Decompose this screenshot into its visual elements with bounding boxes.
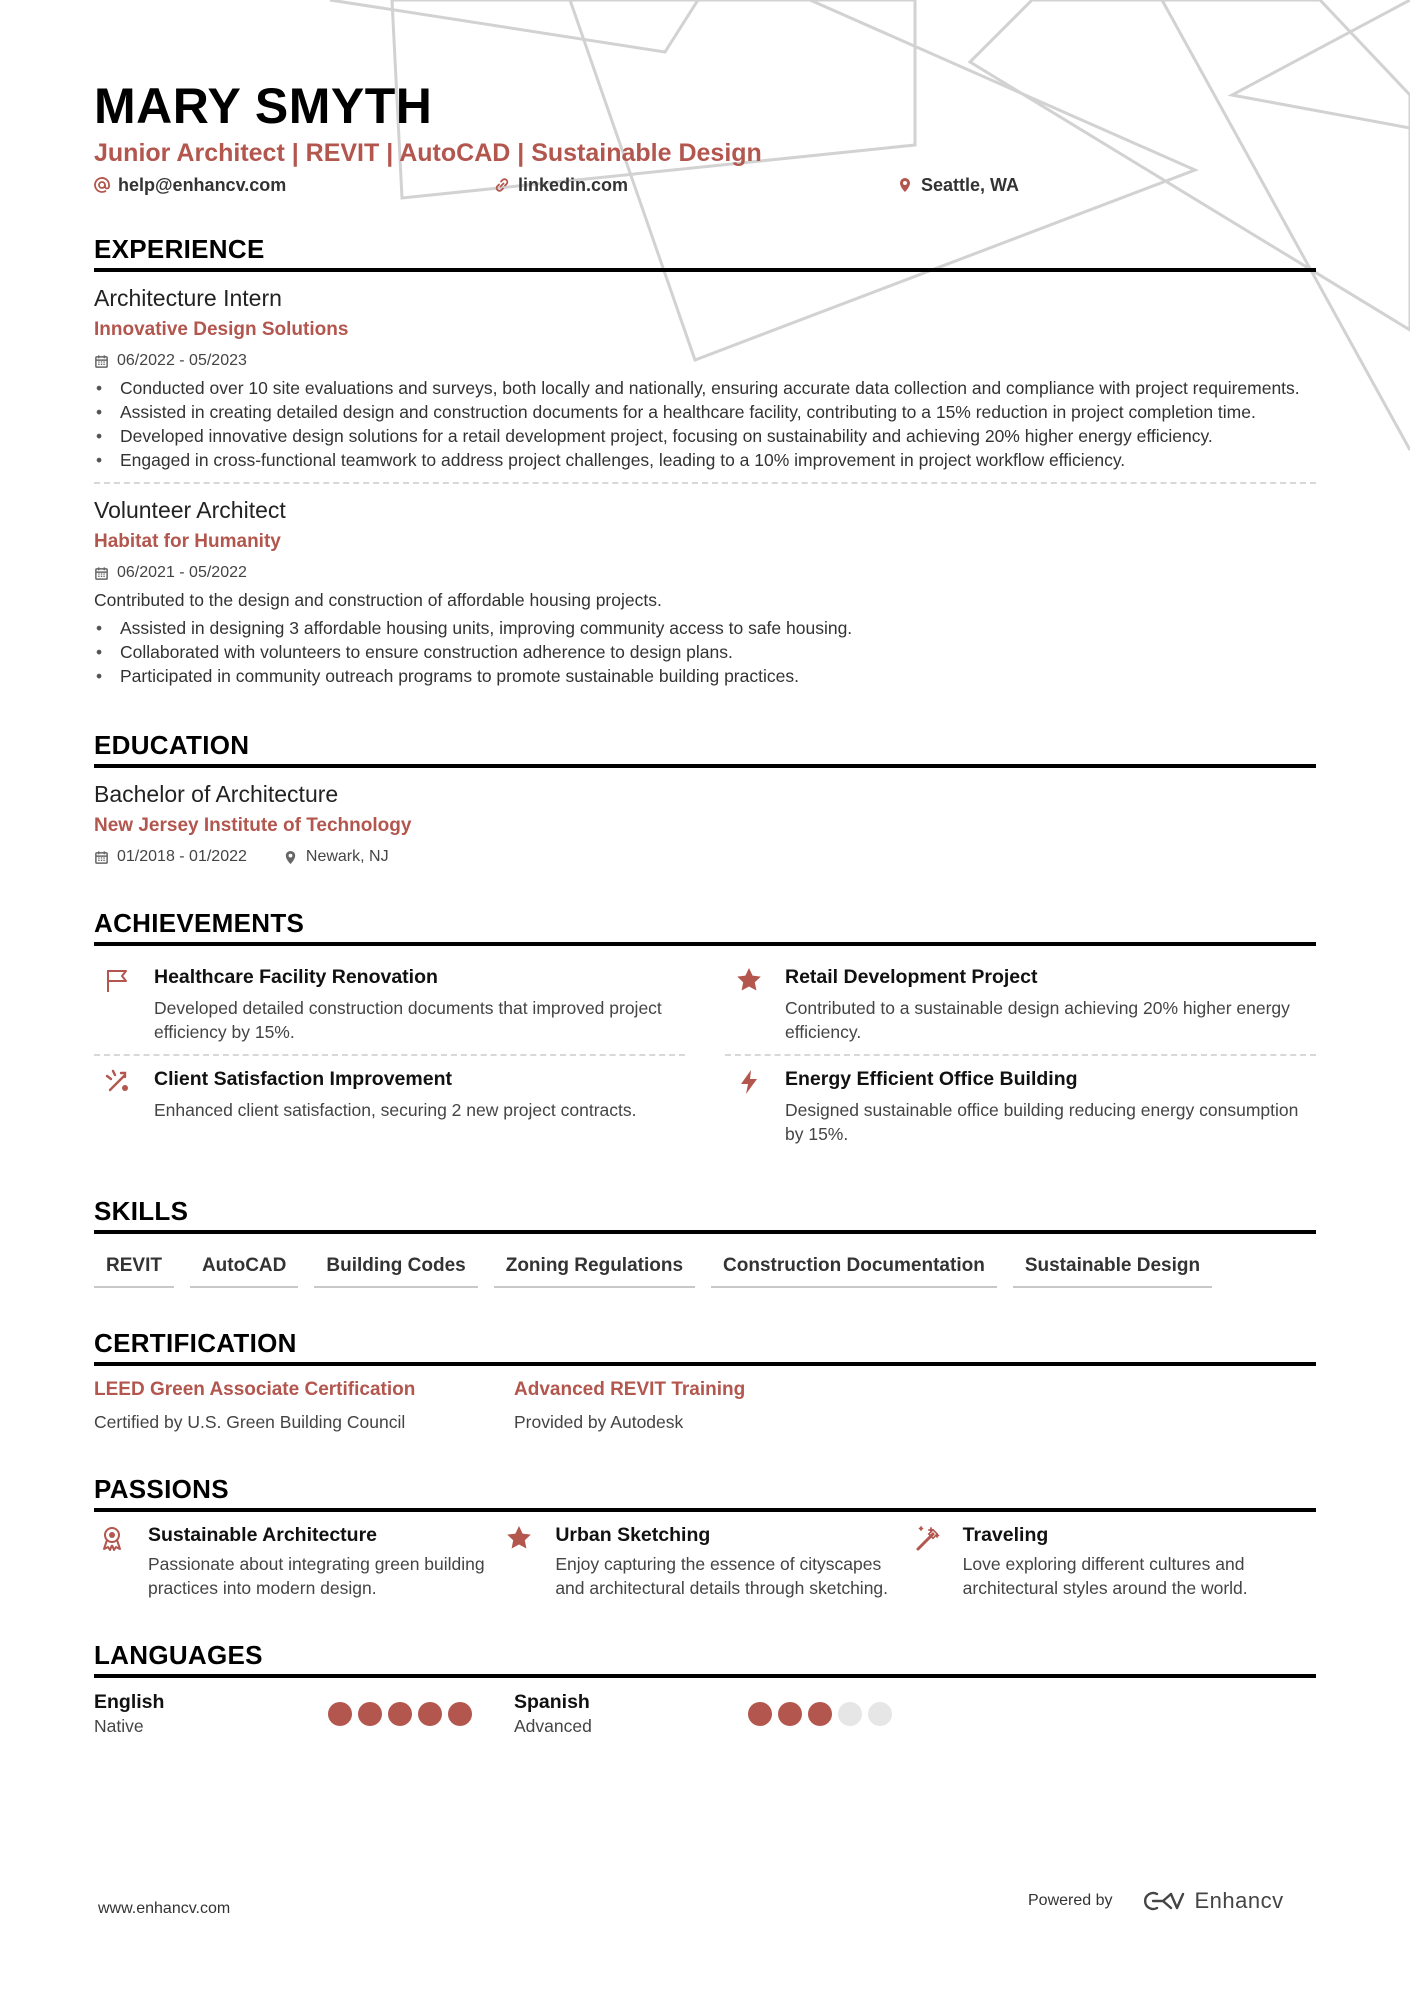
certification-list (94, 1378, 1316, 1434)
job-meta (94, 562, 1316, 584)
passion-title: Sustainable Architecture (148, 1524, 378, 1546)
languages-list (94, 1690, 1316, 1738)
achievement-desc: Enhanced client satisfaction, securing 2 new project contracts. (154, 1100, 637, 1120)
rating-dot-filled (358, 1702, 382, 1726)
job-bullets (94, 376, 1316, 472)
passion-title: Urban Sketching (555, 1524, 711, 1546)
education-location: Newark, NJ (305, 848, 389, 865)
rating-dot-filled (808, 1702, 832, 1726)
passion-item (94, 1522, 501, 1600)
achievement-item (725, 954, 1316, 1056)
rating-dot-filled (778, 1702, 802, 1726)
skill-tag: REVIT (94, 1248, 174, 1288)
language-name: Spanish (514, 1691, 590, 1713)
language-name: English (94, 1691, 165, 1713)
certification-issuer: Certified by U.S. Green Building Council (94, 1412, 406, 1432)
footer-website[interactable]: www.enhancv.com (98, 1900, 231, 1917)
achievement-desc: Developed detailed construction documents that improved project efficiency by 15%. (154, 998, 662, 1042)
resume-content (94, 78, 1316, 1738)
language-rating (748, 1690, 892, 1738)
location-text: Seattle, WA (921, 174, 1020, 195)
education-section (94, 730, 1316, 868)
experience-divider (94, 482, 1316, 484)
languages-section (94, 1640, 1316, 1738)
achievement-item (94, 954, 685, 1056)
achievement-title: Client Satisfaction Improvement (154, 1068, 452, 1090)
passion-title: Traveling (962, 1524, 1049, 1546)
job-bullet: • Engaged in cross-functional teamwork to address project challenges, leading to a 10% improvement in project workflow efficiency. (94, 448, 1316, 472)
achievements-title: ACHIEVEMENTS (94, 908, 1316, 946)
job-bullet: • Assisted in creating detailed design and construction documents for a healthcare facility, contributing to a 15% reduction in project completion time. (94, 400, 1316, 424)
passions-section (94, 1474, 1316, 1600)
passion-desc: Enjoy capturing the essence of cityscapes and architectural details through sketching. (555, 1554, 889, 1598)
candidate-headline: Junior Architect | REVIT | AutoCAD | Sustainable Design (94, 139, 762, 167)
link-icon (494, 177, 510, 193)
rating-dot-filled (388, 1702, 412, 1726)
passion-desc: Passionate about integrating green building practices into modern design. (148, 1554, 485, 1598)
rating-dot-empty (838, 1702, 862, 1726)
job-meta (94, 350, 1316, 372)
achievement-item (94, 1056, 685, 1156)
email-text: help@enhancv.com (118, 174, 287, 195)
achievements-section (94, 908, 1316, 1156)
contact-row (94, 172, 1316, 198)
magic-wand-icon (913, 1524, 941, 1552)
skills-section (94, 1196, 1316, 1288)
achievement-title: Retail Development Project (785, 966, 1038, 988)
passion-desc: Love exploring different cultures and architectural styles around the world. (962, 1554, 1248, 1598)
linkedin-text: linkedin.com (518, 174, 629, 195)
footer-branding (1028, 1888, 1284, 1914)
star-icon (505, 1524, 533, 1552)
job-bullet: • Participated in community outreach programs to promote sustainable building practices. (94, 664, 1316, 688)
certification-section (94, 1328, 1316, 1434)
skill-tag: Construction Documentation (711, 1248, 997, 1288)
experience-item (94, 496, 1316, 688)
job-bullet: • Developed innovative design solutions for a retail development project, focusing on sustainability and achieving 20% higher energy efficiency. (94, 424, 1316, 448)
skill-tag: Building Codes (314, 1248, 477, 1288)
target-arrow-icon (104, 1068, 132, 1096)
job-bullets (94, 616, 1316, 688)
achievements-grid (94, 954, 1316, 1156)
skills-title: SKILLS (94, 1196, 1316, 1234)
achievement-title: Healthcare Facility Renovation (154, 966, 438, 988)
certification-title: CERTIFICATION (94, 1328, 1316, 1366)
languages-title: LANGUAGES (94, 1640, 1316, 1678)
certification-name: Advanced REVIT Training (514, 1379, 746, 1400)
achievement-desc: Contributed to a sustainable design achieving 20% higher energy efficiency. (785, 998, 1290, 1042)
flag-icon (104, 966, 132, 994)
powered-by-text: Powered by (1028, 1892, 1113, 1909)
job-dates: 06/2021 - 05/2022 (117, 564, 247, 581)
rating-dot-filled (748, 1702, 772, 1726)
contact-email[interactable] (94, 175, 494, 196)
language-level: Native (94, 1716, 144, 1736)
language-level: Advanced (514, 1716, 592, 1736)
rating-dot-filled (328, 1702, 352, 1726)
contact-location (897, 175, 1019, 196)
brand-name: Enhancv (1194, 1888, 1284, 1913)
certification-item (94, 1378, 514, 1434)
education-title: EDUCATION (94, 730, 1316, 768)
at-sign-icon (94, 177, 110, 193)
job-company: Habitat for Humanity (94, 531, 281, 552)
job-bullet: • Collaborated with volunteers to ensure construction adherence to design plans. (94, 640, 1316, 664)
achievement-item (725, 1056, 1316, 1156)
education-meta (94, 846, 1316, 868)
job-summary: Contributed to the design and construction of affordable housing projects. (94, 590, 662, 610)
calendar-icon (94, 354, 109, 369)
degree: Bachelor of Architecture (94, 781, 339, 807)
passion-item (909, 1522, 1316, 1600)
job-role: Architecture Intern (94, 285, 282, 311)
education-dates: 01/2018 - 01/2022 (117, 848, 247, 865)
certification-name: LEED Green Associate Certification (94, 1379, 416, 1400)
experience-item (94, 284, 1316, 472)
experience-section (94, 234, 1316, 688)
brand-logo[interactable] (1139, 1888, 1284, 1914)
skill-tag: Zoning Regulations (494, 1248, 695, 1288)
skills-list (94, 1248, 1316, 1288)
experience-title: EXPERIENCE (94, 234, 1316, 272)
certification-issuer: Provided by Autodesk (514, 1412, 684, 1432)
job-bullet: • Conducted over 10 site evaluations and surveys, both locally and nationally, ensuring accurate data collection and compliance with project requirements. (94, 376, 1316, 400)
resume-header (94, 78, 1316, 198)
calendar-icon (94, 850, 109, 865)
job-company: Innovative Design Solutions (94, 319, 349, 340)
skill-tag: AutoCAD (190, 1248, 298, 1288)
calendar-icon (94, 566, 109, 581)
passion-item (501, 1522, 908, 1600)
job-dates: 06/2022 - 05/2023 (117, 352, 247, 369)
lightning-icon (735, 1068, 763, 1096)
rating-dot-filled (448, 1702, 472, 1726)
passions-title: PASSIONS (94, 1474, 1316, 1512)
job-role: Volunteer Architect (94, 497, 286, 523)
job-bullet: • Assisted in designing 3 affordable housing units, improving community access to safe housing. (94, 616, 1316, 640)
star-icon (735, 966, 763, 994)
certification-item (514, 1378, 934, 1434)
rating-dot-empty (868, 1702, 892, 1726)
skill-tag: Sustainable Design (1013, 1248, 1212, 1288)
achievement-desc: Designed sustainable office building reducing energy consumption by 15%. (785, 1100, 1299, 1144)
location-pin-icon (283, 850, 298, 865)
location-pin-icon (897, 177, 913, 193)
achievement-title: Energy Efficient Office Building (785, 1068, 1078, 1090)
award-medal-icon (98, 1524, 126, 1552)
rating-dot-filled (418, 1702, 442, 1726)
passions-list (94, 1522, 1316, 1600)
language-item (514, 1690, 934, 1738)
language-item (94, 1690, 514, 1738)
language-rating (328, 1690, 472, 1738)
candidate-name: MARY SMYTH (94, 78, 433, 134)
contact-linkedin[interactable] (494, 175, 897, 196)
enhancv-logo-icon (1139, 1888, 1185, 1914)
school: New Jersey Institute of Technology (94, 815, 412, 836)
